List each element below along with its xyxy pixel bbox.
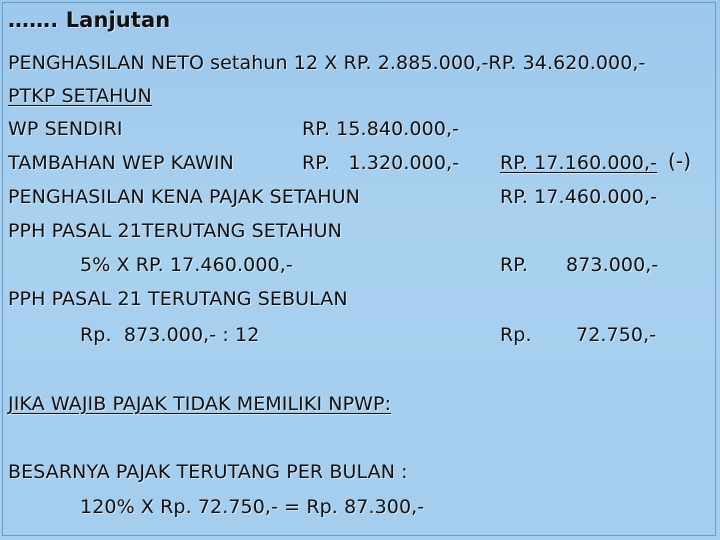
pph-sebulan-amount: 72.750,- bbox=[576, 324, 657, 346]
slide-title: ……. Lanjutan bbox=[8, 8, 171, 32]
ptkp-total: RP. 17.160.000,- bbox=[500, 152, 658, 174]
besarnya-label: BESARNYA PAJAK TERUTANG PER BULAN : bbox=[8, 461, 408, 483]
pph-sebulan-calc: Rp. 873.000,- : 12 bbox=[80, 324, 260, 346]
neto-line: PENGHASILAN NETO setahun 12 X RP. 2.885.000,-RP. 34.620.000,- bbox=[8, 52, 646, 74]
subtract-operator: (-) bbox=[668, 149, 692, 173]
npwp-heading: JIKA WAJIB PAJAK TIDAK MEMILIKI NPWP: bbox=[8, 393, 392, 415]
wp-sendiri-label: WP SENDIRI bbox=[8, 118, 123, 140]
tambahan-kawin-value: RP. 1.320.000,- bbox=[302, 152, 460, 174]
ptkp-heading: PTKP SETAHUN bbox=[8, 85, 152, 107]
pph-setahun-label: PPH PASAL 21TERUTANG SETAHUN bbox=[8, 220, 342, 242]
pph-sebulan-currency: Rp. bbox=[500, 324, 532, 346]
wp-sendiri-value: RP. 15.840.000,- bbox=[302, 118, 460, 140]
pkp-value: RP. 17.460.000,- bbox=[500, 186, 658, 208]
pkp-label: PENGHASILAN KENA PAJAK SETAHUN bbox=[8, 186, 360, 208]
tambahan-kawin-label: TAMBAHAN WEP KAWIN bbox=[8, 152, 234, 174]
pph-setahun-amount: 873.000,- bbox=[566, 254, 659, 276]
pph-setahun-currency: RP. bbox=[500, 254, 529, 276]
besarnya-calc: 120% X Rp. 72.750,- = Rp. 87.300,- bbox=[80, 496, 425, 518]
pph-setahun-calc: 5% X RP. 17.460.000,- bbox=[80, 254, 293, 276]
pph-sebulan-label: PPH PASAL 21 TERUTANG SEBULAN bbox=[8, 288, 348, 310]
